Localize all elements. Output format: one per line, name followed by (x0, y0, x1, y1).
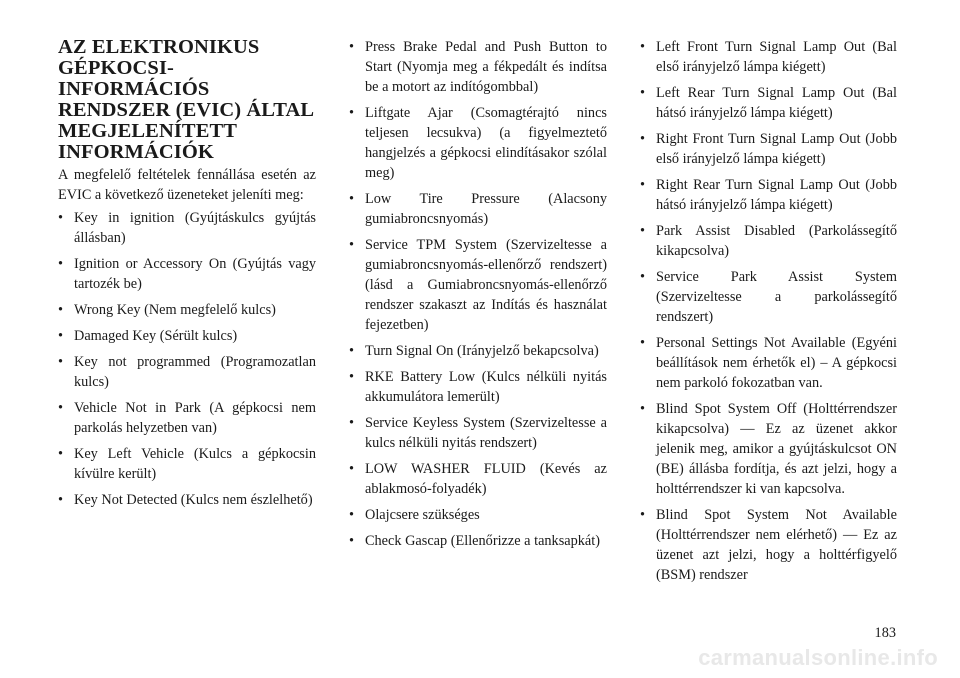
list-item: • Vehicle Not in Park (A gépkocsi nem parkolás helyzetben van) (58, 398, 316, 438)
message-list-2 (349, 37, 607, 551)
list-item: • Blind Spot System Off (Holttérrendszer kikapcsolva) — Ez az üzenet akkor jelenik meg, amikor a gyújtáskulcsot ON (BE) állásba fordítja, és azt jelzi, hogy a holttérrendszer ki van kapcsolva. (640, 399, 897, 499)
list-item: • Ignition or Accessory On (Gyújtás vagy tartozék be) (58, 254, 316, 294)
page-number: 183 (874, 625, 896, 641)
list-item: • RKE Battery Low (Kulcs nélküli nyitás akkumulátora lemerült) (349, 367, 607, 407)
list-item: • Low Tire Pressure (Alacsony gumiabroncsnyomás) (349, 189, 607, 229)
list-item: • Right Rear Turn Signal Lamp Out (Jobb hátsó irányjelző lámpa kiégett) (640, 175, 897, 215)
list-item: • Left Front Turn Signal Lamp Out (Bal első irányjelző lámpa kiégett) (640, 37, 897, 77)
list-item: • Key Not Detected (Kulcs nem észlelhető) (58, 490, 316, 510)
list-item: • Left Rear Turn Signal Lamp Out (Bal hátsó irányjelző lámpa kiégett) (640, 83, 897, 123)
list-item: • Liftgate Ajar (Csomagtérajtó nincs teljesen lecsukva) (a figyelmeztető hangjelzés a gépkocsi elindításakor szólal meg) (349, 103, 607, 183)
list-item: • Press Brake Pedal and Push Button to Start (Nyomja meg a fékpedált és indítsa be a motort az indítógombbal) (349, 37, 607, 97)
list-item: • Turn Signal On (Irányjelző bekapcsolva) (349, 341, 607, 361)
list-item: • Olajcsere szükséges (349, 505, 607, 525)
message-list-3 (640, 37, 897, 585)
list-item: • Key in ignition (Gyújtáskulcs gyújtás állásban) (58, 208, 316, 248)
list-item: • Park Assist Disabled (Parkolássegítő kikapcsolva) (640, 221, 897, 261)
column-2 (349, 37, 607, 557)
list-item: • Personal Settings Not Available (Egyéni beállítások nem érhetők el) – A gépkocsi nem parkoló fokozatban van. (640, 333, 897, 393)
message-list-1 (58, 208, 316, 510)
list-item: • Key Left Vehicle (Kulcs a gépkocsin kívülre került) (58, 444, 316, 484)
list-item: • Check Gascap (Ellenőrizze a tanksapkát) (349, 531, 607, 551)
intro-paragraph: A megfelelő feltételek fennállása esetén az EVIC a következő üzeneteket jeleníti meg: (58, 167, 316, 203)
watermark-text: carmanualsonline.info (698, 645, 938, 670)
list-item: • Key not programmed (Programozatlan kulcs) (58, 352, 316, 392)
list-item: • Service Park Assist System (Szervizeltesse a parkolássegítő rendszert) (640, 267, 897, 327)
list-item: • LOW WASHER FLUID (Kevés az ablakmosó-folyadék) (349, 459, 607, 499)
list-item: • Service Keyless System (Szervizeltesse a kulcs nélküli nyitás rendszert) (349, 413, 607, 453)
column-1 (58, 37, 316, 516)
list-item: • Wrong Key (Nem megfelelő kulcs) (58, 300, 316, 320)
list-item: • Right Front Turn Signal Lamp Out (Jobb első irányjelző lámpa kiégett) (640, 129, 897, 169)
list-item: • Blind Spot System Not Available (Holttérrendszer nem elérhető) — Ez az üzenet azt jelzi, hogy a holttérfigyelő (BSM) rendszer (640, 505, 897, 585)
list-item: • Damaged Key (Sérült kulcs) (58, 326, 316, 346)
list-item: • Service TPM System (Szervizeltesse a gumiabroncsnyomás-ellenőrző rendszert) (lásd a Gumiabroncsnyomás-ellenőrző rendszer szakaszt az Indítás és használat fejezetben) (349, 235, 607, 335)
column-3 (640, 37, 897, 591)
section-heading: AZ ELEKTRONIKUS GÉPKOCSI-INFORMÁCIÓS RENDSZER (EVIC) ÁLTAL MEGJELENÍTETT INFORMÁCIÓK (58, 36, 313, 163)
